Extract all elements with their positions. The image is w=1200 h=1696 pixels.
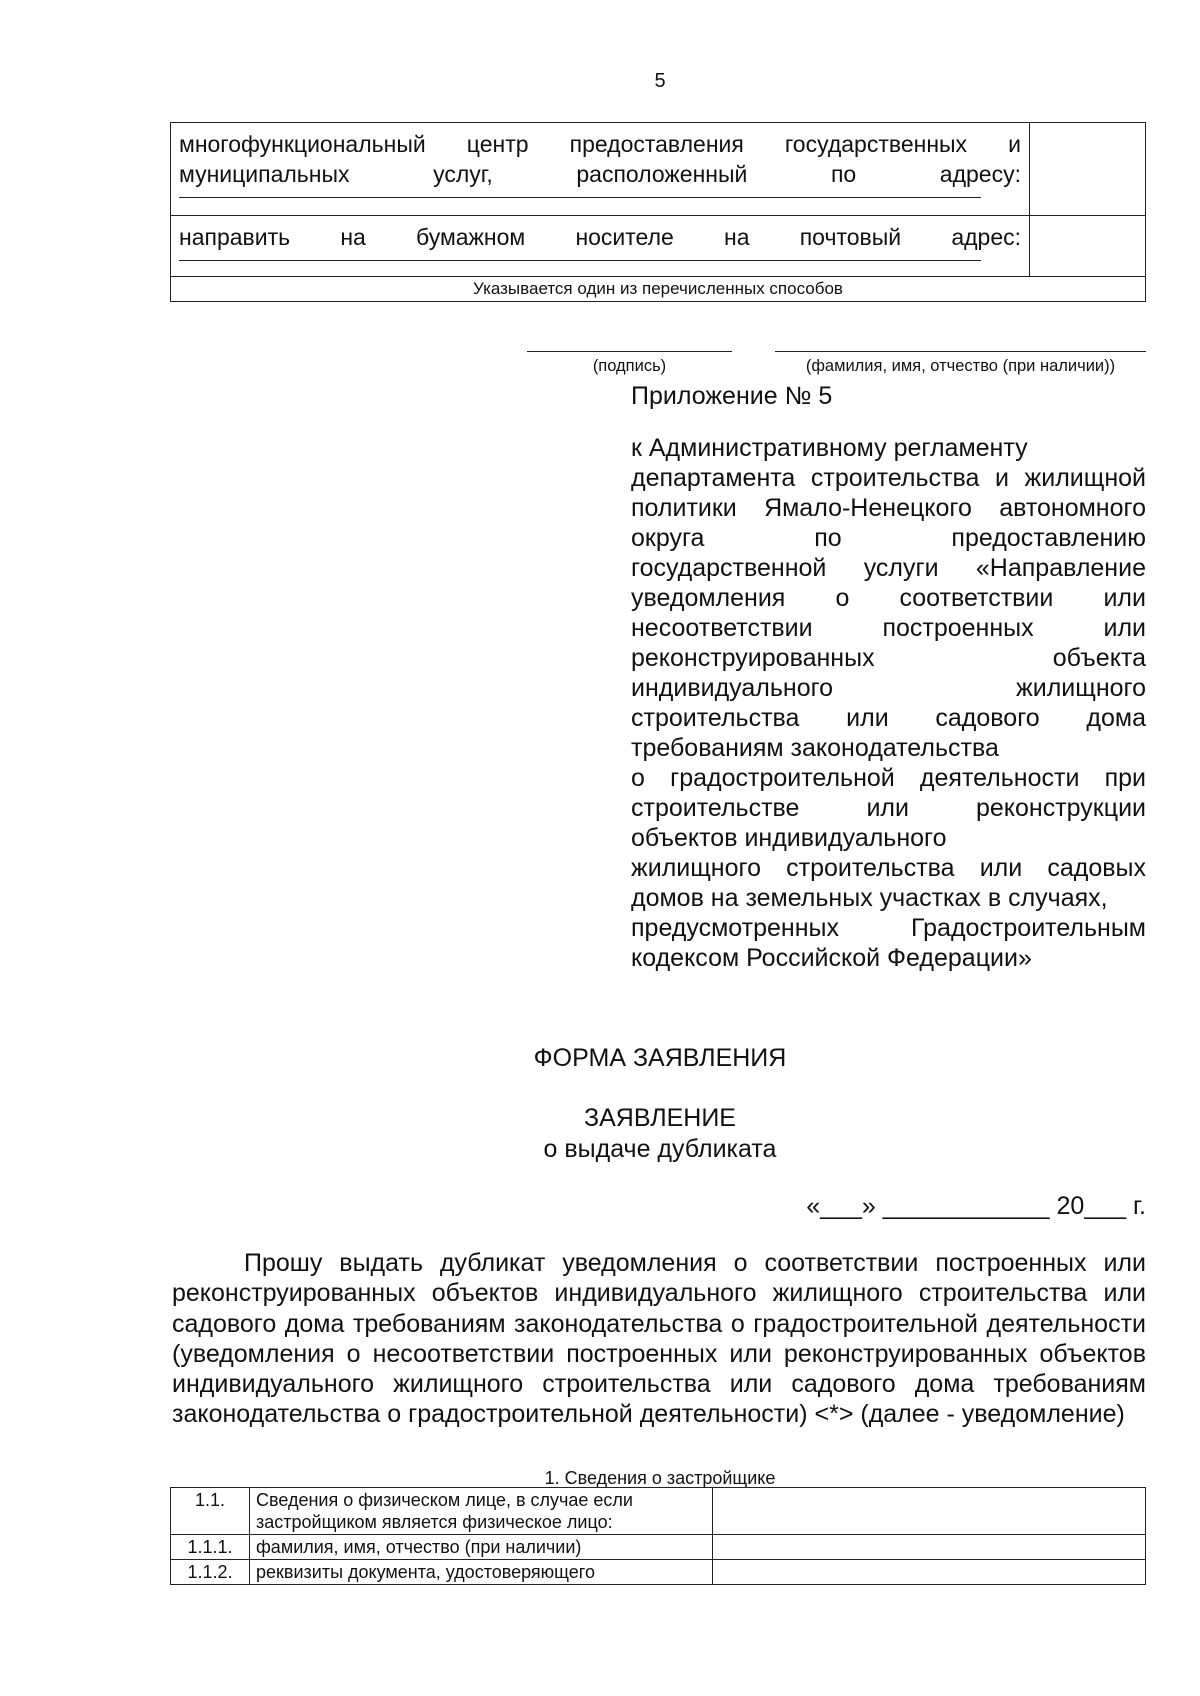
row-value-field[interactable] — [713, 1535, 1146, 1560]
address-fill-line[interactable] — [179, 197, 981, 198]
appendix-header — [631, 381, 1146, 973]
delivery-method-table — [170, 122, 1146, 302]
page-number: 5 — [654, 70, 666, 92]
row-description: реквизиты документа, удостоверяющего — [250, 1560, 713, 1585]
appendix-line: индивидуального жилищного — [631, 674, 1146, 702]
section-title: 1. Сведения о застройщике — [544, 1468, 776, 1488]
table-row — [171, 1560, 1146, 1585]
appendix-line: требованиям законодательства — [631, 734, 999, 762]
delivery-option-mfc — [171, 123, 1145, 216]
table-row — [171, 1488, 1146, 1535]
delivery-option-post — [171, 216, 1145, 277]
delivery-note: Указывается один из перечисленных способов — [473, 279, 843, 298]
appendix-line: политики Ямало-Ненецкого автономного — [631, 494, 1146, 522]
row-value-field[interactable] — [713, 1560, 1146, 1585]
row-number: 1.1.1. — [171, 1535, 250, 1560]
appendix-line: жилищного строительства или садовых — [631, 854, 1146, 882]
appendix-line: реконструированных объекта — [631, 644, 1146, 672]
appendix-line: строительстве или реконструкции — [631, 794, 1146, 822]
appendix-line: уведомления о соответствии или — [631, 584, 1146, 612]
appendix-line: департамента строительства и жилищной — [631, 464, 1146, 492]
statement-title: ЗАЯВЛЕНИЕ — [583, 1104, 736, 1132]
signature-caption: (подпись) — [592, 357, 667, 375]
appendix-title: Приложение № 5 — [631, 382, 833, 410]
delivery-checkbox[interactable] — [1029, 216, 1145, 276]
name-line[interactable] — [775, 351, 1146, 352]
row-value-field[interactable] — [713, 1488, 1146, 1535]
appendix-line: строительства или садового дома — [631, 704, 1146, 732]
appendix-line: о градостроительной деятельности при — [631, 764, 1146, 792]
row-description: Сведения о физическом лице, в случае если застройщиком является физическое лицо: — [250, 1488, 713, 1535]
name-caption: (фамилия, имя, отчество (при наличии)) — [805, 357, 1116, 375]
row-number: 1.1.2. — [171, 1560, 250, 1585]
signature-line[interactable] — [527, 351, 732, 352]
appendix-line: государственной услуги «Направление — [631, 554, 1146, 582]
appendix-line: к Административному регламенту — [631, 434, 1028, 462]
row-number: 1.1. — [171, 1488, 250, 1535]
appendix-line: несоответствии построенных или — [631, 614, 1146, 642]
request-text: Прошу выдать дубликат уведомления о соответствии построенных или реконструированных объектов индивидуального жилищного строительства или садового дома требованиям законодательства о градостроительной деятельности (уведомления о несоответствии построенных или реконструированных объектов индивидуального жилищного строительства или садового дома требованиям законодательства о градостроительной деятельности) <*> (далее - уведомление) — [172, 1249, 1146, 1429]
row-description: фамилия, имя, отчество (при наличии) — [250, 1535, 713, 1560]
delivery-option-label: многофункциональный центр предоставления государственных и муниципальных услуг, расположенный по адресу: — [179, 131, 1021, 187]
statement-subtitle: о выдаче дубликата — [543, 1135, 777, 1163]
address-fill-line[interactable] — [179, 260, 981, 261]
form-title: ФОРМА ЗАЯВЛЕНИЯ — [533, 1044, 787, 1072]
delivery-checkbox[interactable] — [1029, 123, 1145, 215]
request-paragraph — [172, 1248, 1146, 1430]
appendix-body — [631, 433, 1146, 973]
appendix-line: домов на земельных участках в случаях, — [631, 884, 1108, 912]
delivery-option-label: направить на бумажном носителе на почтовый адрес: — [179, 224, 1021, 250]
appendix-line: округа по предоставлению — [631, 524, 1146, 552]
appendix-line: кодексом Российской Федерации» — [631, 944, 1032, 972]
date-line[interactable]: «___» ____________ 20___ г. — [806, 1192, 1146, 1220]
developer-info-table — [170, 1487, 1146, 1585]
appendix-line: предусмотренных Градостроительным — [631, 914, 1146, 942]
table-row — [171, 1535, 1146, 1560]
appendix-line: объектов индивидуального — [631, 824, 947, 852]
